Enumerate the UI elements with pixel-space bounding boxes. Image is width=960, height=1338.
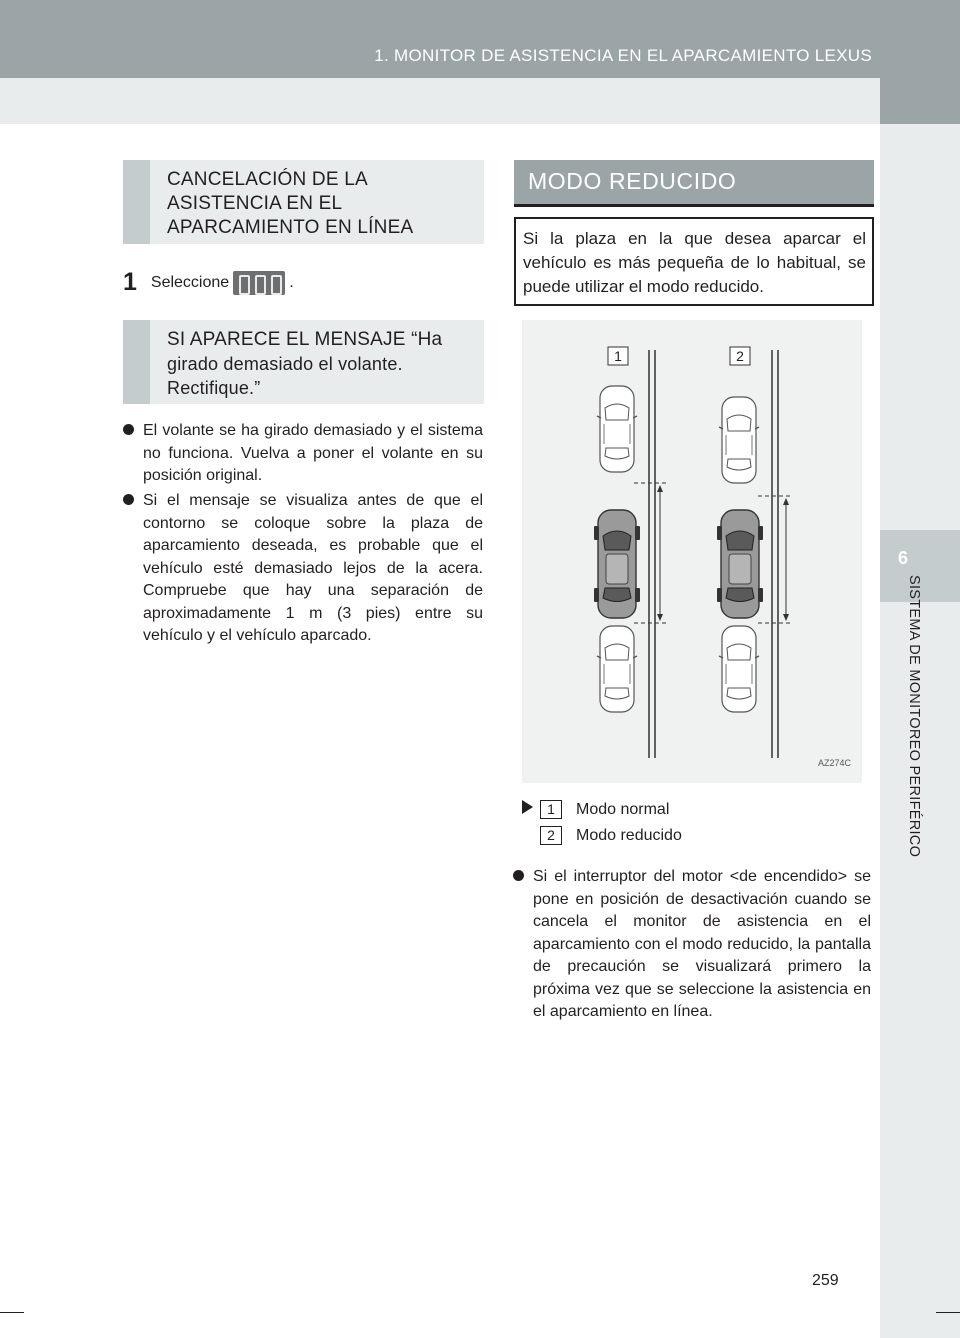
crop-mark [936, 1312, 960, 1313]
intro-text: Si la plaza en la que desea aparcar el vehículo es más pequeña de lo habitual, se puede utilizar el modo reducido. [523, 229, 866, 296]
legend-number: 2 [540, 826, 562, 845]
parking-diagram [522, 320, 862, 783]
bullet-dot-icon [123, 424, 134, 435]
figure-label-1: 1 [614, 348, 622, 364]
header-title: 1. MONITOR DE ASISTENCIA EN EL APARCAMIENTO LEXUS [374, 46, 872, 65]
bullet-text: El volante se ha girado demasiado y el sistema no funciona. Vuelva a poner el volante en su posición original. [143, 422, 483, 484]
bullet-item [143, 490, 483, 648]
legend-number: 1 [540, 800, 562, 819]
bullet-dot-icon [123, 494, 134, 505]
bullet-text: Si el interruptor del motor <de encendido> se pone en posición de desactivación cuando se cancela el monitor de asistencia en el aparcamiento con el modo reducido, la pantalla de precaución se visualizará primero la próxima vez que se seleccione la asistencia en el aparcamiento en línea. [533, 868, 871, 1020]
section-heading-cancel [123, 160, 484, 244]
legend-item [540, 826, 682, 845]
heading-line: SI APARECE EL MENSAJE “Ha [167, 329, 443, 350]
legend-text: Modo normal [576, 800, 670, 818]
chapter-label: SISTEMA DE MONITOREO PERIFÉRICO [906, 575, 922, 858]
legend-item [540, 800, 669, 819]
chapter-number: 6 [897, 548, 908, 568]
sidebar-top-block [880, 0, 960, 124]
bullet-text: Si el mensaje se visualiza antes de que el contorno se coloque sobre la plaza de aparcamiento deseada, es probable que el vehículo esté demasiado lejos de la acera. Compruebe que hay una separación de aproximadamente 1 m (3 pies) entre su vehículo y el vehículo aparcado. [143, 492, 483, 644]
section-heading-modo-reducido-text: MODO REDUCIDO [528, 168, 737, 194]
bullet-dot-icon [513, 870, 524, 881]
figure-code: AZ274C [818, 758, 852, 768]
parking-mode-figure [522, 320, 862, 783]
header-stripe [0, 0, 960, 78]
section-heading-message-text [167, 328, 476, 400]
step-number: 1 [123, 268, 137, 296]
section-heading-message [123, 320, 484, 404]
bullet-item [533, 866, 871, 1024]
section-heading-cancel-text: CANCELACIÓN DE LA ASISTENCIA EN EL APARCAMIENTO EN LÍNEA [167, 169, 414, 238]
step-text: Seleccione [150, 273, 230, 291]
heading-accent-bar [123, 160, 150, 244]
step-period: . [289, 273, 294, 291]
figure-label-2: 2 [736, 348, 744, 364]
step-1 [123, 268, 294, 297]
heading-line: Rectifique.” [167, 378, 261, 398]
crop-mark [0, 1312, 24, 1313]
intro-box [514, 217, 874, 306]
parking-assist-button-icon [233, 271, 285, 295]
section-heading-modo-reducido [514, 160, 874, 207]
heading-line: girado demasiado el volante. [167, 354, 403, 374]
bullet-item [143, 420, 483, 488]
legend-arrow-icon [522, 800, 533, 814]
heading-accent-bar [123, 320, 150, 404]
page-number: 259 [812, 1272, 839, 1289]
legend-text: Modo reducido [576, 826, 682, 844]
